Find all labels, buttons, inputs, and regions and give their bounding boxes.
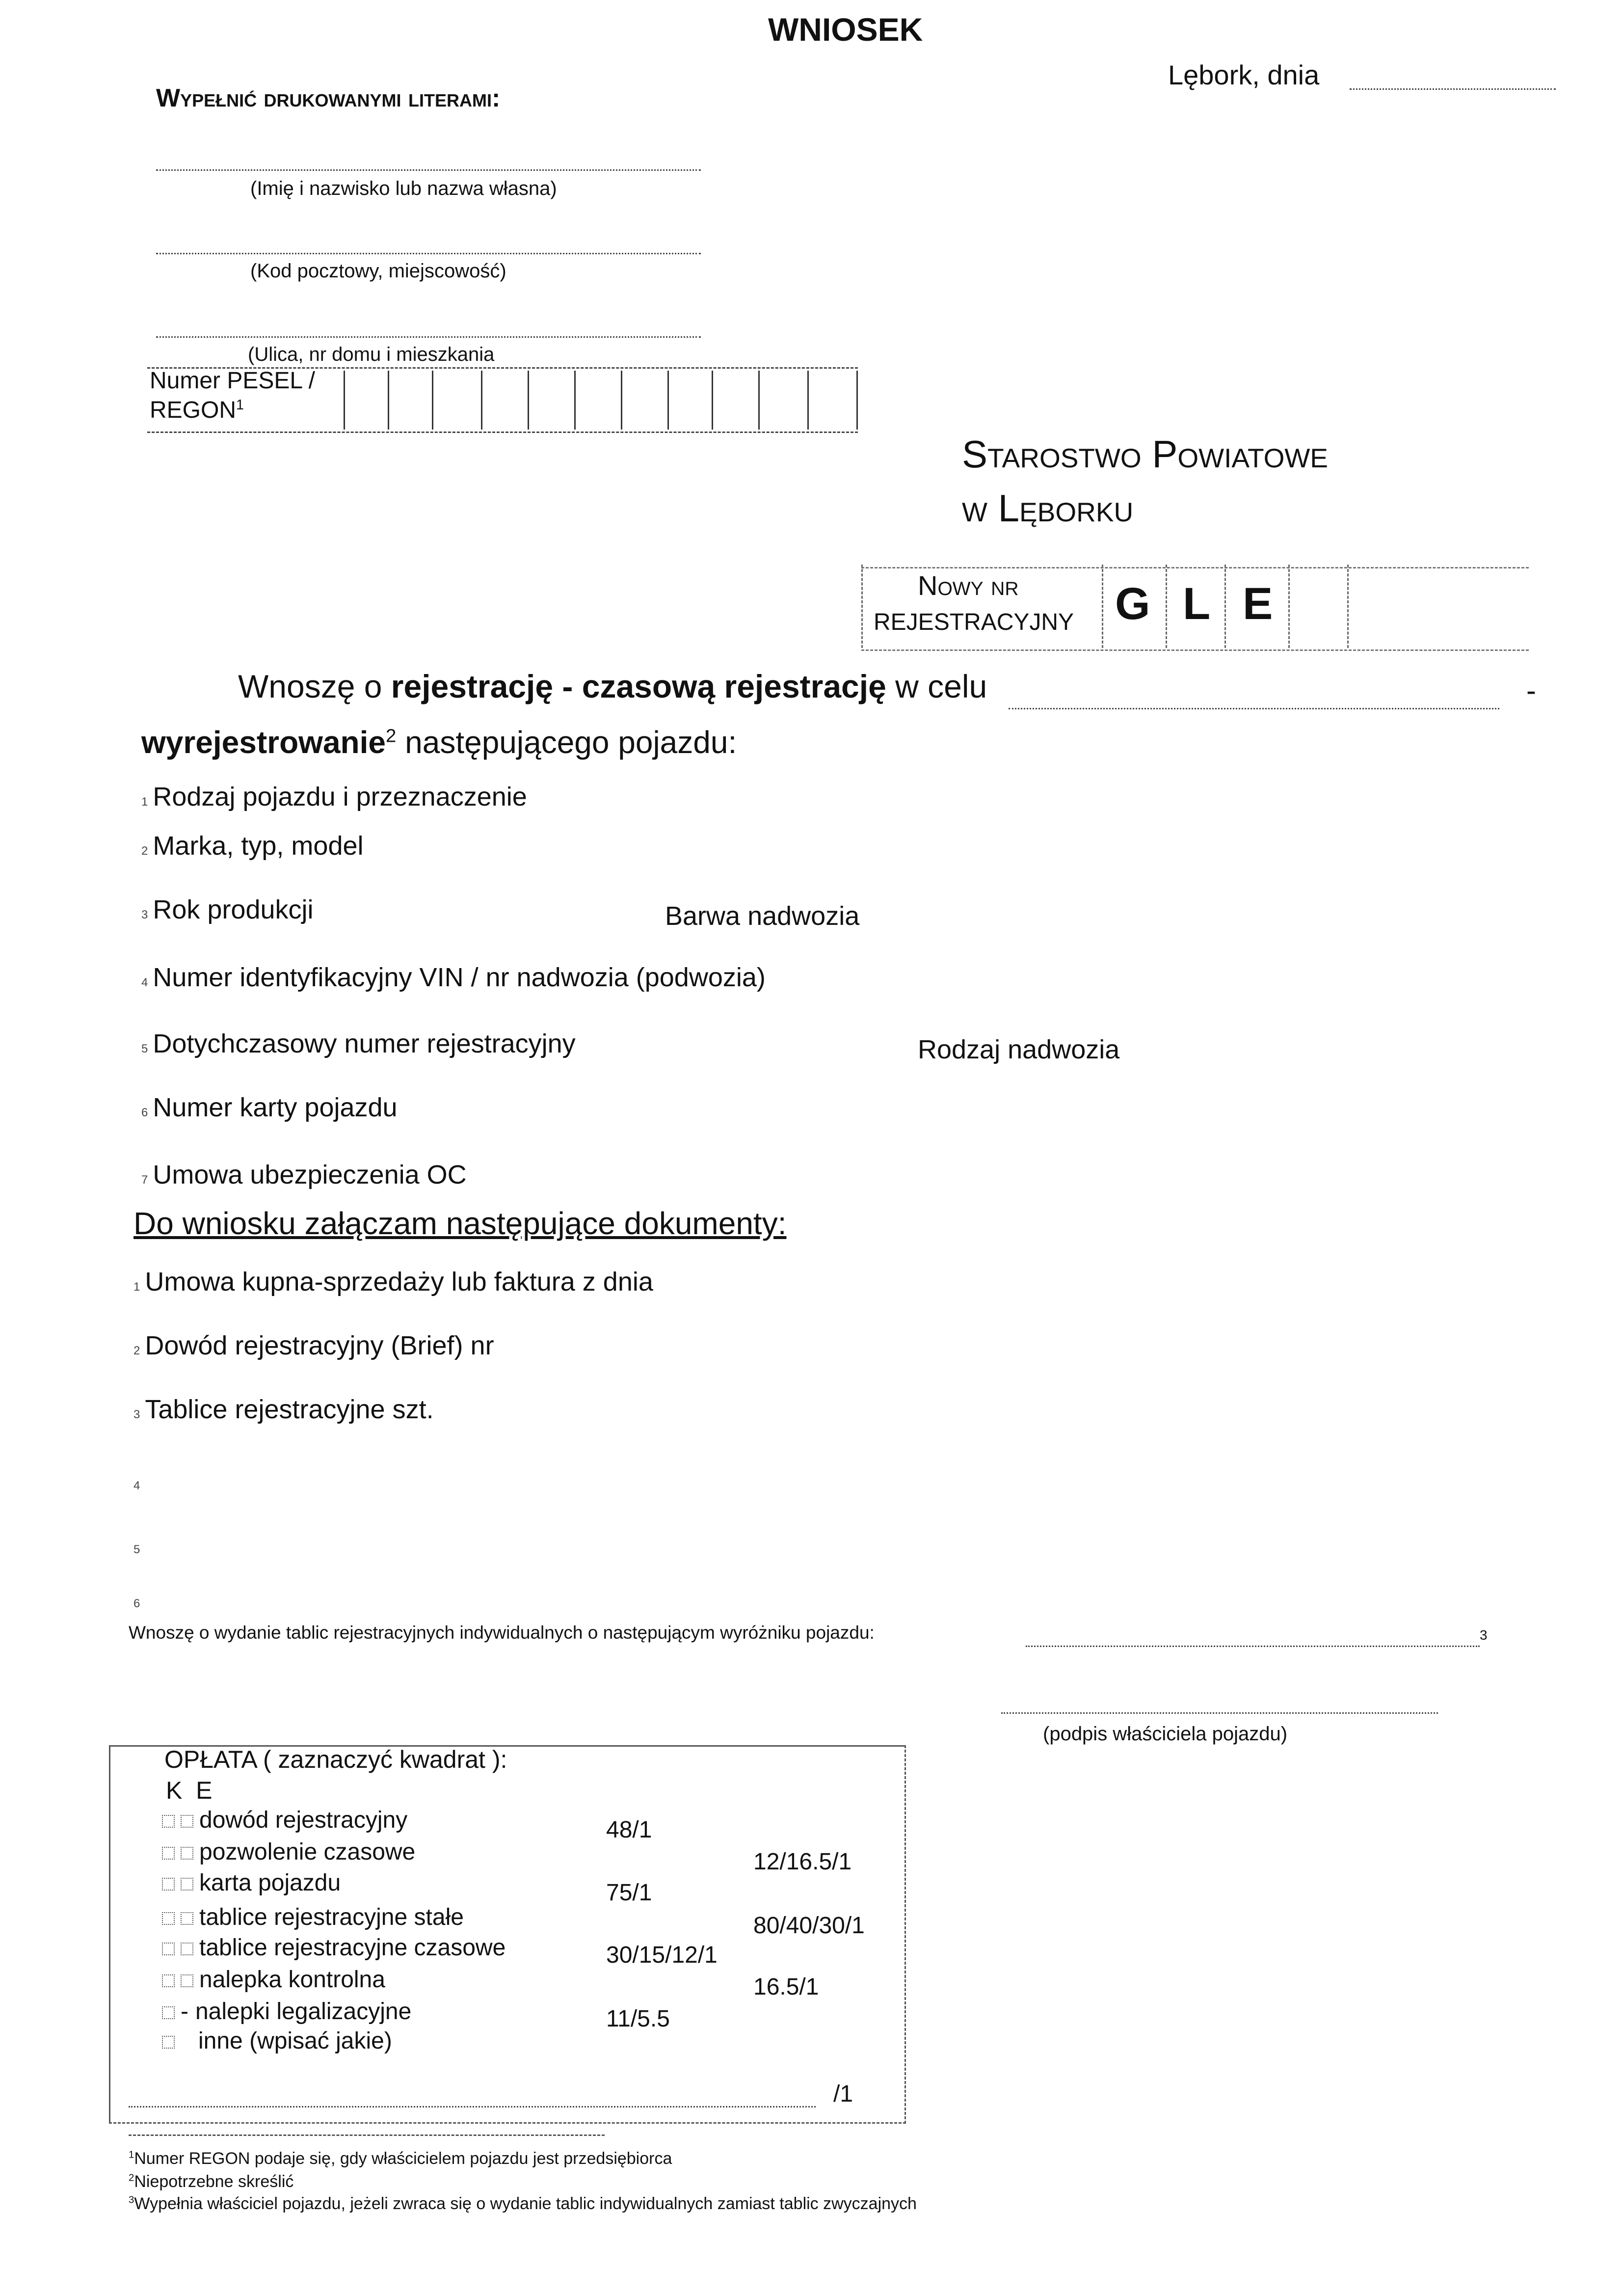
checkbox-e[interactable]: [181, 1847, 193, 1860]
individual-plates-field[interactable]: [1026, 1646, 1480, 1647]
plate-cell-divider: [1347, 565, 1349, 648]
fee-amount: 75/1: [606, 1880, 652, 1906]
fee-row-legalization-stickers[interactable]: - nalepki legalizacyjne: [162, 1998, 411, 2025]
pesel-cell-divider: [432, 371, 433, 430]
pesel-cell-divider: [621, 371, 622, 430]
fee-row-vehicle-card[interactable]: karta pojazdu: [162, 1869, 341, 1896]
new-plate-label-2: REJESTRACYJNY: [874, 609, 1074, 635]
vehicle-field-body-type: Rodzaj nadwozia: [918, 1035, 1120, 1064]
attachment-item: 6: [133, 1597, 140, 1610]
fees-title: OPŁATA ( zaznaczyć kwadrat ):: [164, 1746, 507, 1773]
street-caption: (Ulica, nr domu i mieszkania: [248, 344, 495, 365]
fee-amount: 80/40/30/1: [753, 1913, 865, 1939]
checkbox-e[interactable]: [181, 1815, 193, 1828]
new-plate-label-1: Nowy nr: [918, 570, 1019, 601]
pesel-cell-divider: [481, 371, 482, 430]
regon-label: REGON$^1$: [150, 397, 244, 423]
request-purpose-field[interactable]: [1009, 708, 1499, 709]
vehicle-field-make: 2 Marka, typ, model: [141, 831, 364, 861]
vehicle-field-insurance: 7 Umowa ubezpieczenia OC: [141, 1160, 467, 1189]
checkbox-k[interactable]: [162, 2006, 175, 2019]
checkbox-k[interactable]: [162, 1974, 175, 1987]
fee-row-control-sticker[interactable]: nalepka kontrolna: [162, 1966, 385, 1993]
fee-row-temporary-plates[interactable]: tablice rejestracyjne czasowe: [162, 1934, 506, 1961]
fee-row-registration-certificate[interactable]: dowód rejestracyjny: [162, 1807, 407, 1834]
checkbox-k[interactable]: [162, 1847, 175, 1860]
attachment-item: 1 Umowa kupna-sprzedaży lub faktura z dnia: [133, 1267, 653, 1297]
postal-caption: (Kod pocztowy, miejscowość): [250, 260, 506, 282]
fee-other-field[interactable]: [129, 2106, 816, 2107]
checkbox-k[interactable]: [162, 1815, 175, 1828]
vehicle-field-type: 1 Rodzaj pojazdu i przeznaczenie: [141, 782, 527, 811]
plate-cell-divider: [1166, 565, 1167, 648]
plate-letter-2: L: [1183, 579, 1211, 629]
footnote-2: $^2$Niepotrzebne skreślić: [129, 2172, 294, 2191]
pesel-cell-divider: [807, 371, 809, 430]
fee-amount: 48/1: [606, 1817, 652, 1843]
checkbox-e[interactable]: [181, 1912, 193, 1925]
footnote-3: $^3$Wypełnia właściciel pojazdu, jeżeli zwraca się o wydanie tablic indywidualnych zamiast tablic zwyczajnych: [129, 2194, 917, 2213]
fee-amount: 11/5.5: [606, 2006, 670, 2032]
plate-cell-divider: [861, 565, 863, 648]
attachments-heading: Do wniosku załączam następujące dokumenty:: [133, 1206, 787, 1241]
plate-cell-divider: [1224, 565, 1226, 648]
fee-amount: 30/15/12/1: [606, 1942, 718, 1968]
fee-amount: /1: [833, 2081, 853, 2107]
checkbox-e[interactable]: [181, 1943, 193, 1955]
document-title: WNIOSEK: [768, 11, 923, 48]
request-line-1: Wnoszę o rejestrację - czasową rejestrację w celu: [238, 668, 987, 704]
postal-field[interactable]: [156, 253, 701, 254]
checkbox-k[interactable]: [162, 1943, 175, 1955]
name-caption: (Imię i nazwisko lub nazwa własna): [250, 178, 557, 199]
checkbox-k[interactable]: [162, 2036, 175, 2049]
pesel-cell-divider: [758, 371, 760, 430]
request-trailing-dash: -: [1526, 674, 1536, 707]
name-field[interactable]: [156, 169, 701, 171]
plate-cell-divider: [1102, 565, 1103, 648]
fill-instruction: Wypełnić drukowanymi literami:: [156, 84, 501, 112]
attachment-item: 3 Tablice rejestracyjne szt.: [133, 1395, 434, 1424]
individual-plates-sup: 3: [1480, 1627, 1488, 1643]
pesel-cell-divider: [856, 371, 858, 430]
pesel-label: Numer PESEL /: [150, 368, 316, 394]
plate-cell-divider: [1288, 565, 1290, 648]
pesel-cell-divider: [667, 371, 669, 430]
signature-caption: (podpis właściciela pojazdu): [1043, 1723, 1288, 1745]
pesel-cell-divider: [574, 371, 576, 430]
vehicle-field-prev-reg: 5 Dotychczasowy numer rejestracyjny: [141, 1029, 576, 1058]
fee-row-other[interactable]: inne (wpisać jakie): [162, 2027, 392, 2054]
pesel-cell-divider: [528, 371, 529, 430]
checkbox-k[interactable]: [162, 1912, 175, 1925]
checkbox-e[interactable]: [181, 1974, 193, 1987]
date-field[interactable]: [1350, 88, 1556, 90]
individual-plates-text: Wnoszę o wydanie tablic rejestracyjnych indywidualnych o następującym wyróżniku pojazdu:: [129, 1622, 875, 1643]
fees-columns-label: K E: [166, 1777, 213, 1804]
street-field[interactable]: [156, 336, 701, 338]
fee-row-permanent-plates[interactable]: tablice rejestracyjne stałe: [162, 1904, 464, 1931]
attachment-item: 5: [133, 1543, 140, 1556]
date-label: Lębork, dnia: [1168, 59, 1320, 90]
pesel-cell-divider: [388, 371, 389, 430]
fee-row-temporary-permit[interactable]: pozwolenie czasowe: [162, 1838, 415, 1865]
vehicle-field-color: Barwa nadwozia: [665, 901, 860, 931]
footnote-separator: [129, 2134, 605, 2136]
pesel-cell-divider: [712, 371, 713, 430]
checkbox-e[interactable]: [181, 1878, 193, 1891]
vehicle-field-year: 3 Rok produkcji: [141, 895, 314, 924]
checkbox-k[interactable]: [162, 1878, 175, 1891]
office-name-line1: Starostwo Powiatowe: [962, 432, 1328, 476]
vehicle-field-vin: 4 Numer identyfikacyjny VIN / nr nadwozia (podwozia): [141, 963, 766, 992]
office-name-line2: w Lęborku: [962, 486, 1134, 530]
footnote-1: $^1$Numer REGON podaje się, gdy właścicielem pojazdu jest przedsiębiorca: [129, 2149, 672, 2168]
attachment-item: 2 Dowód rejestracyjny (Brief) nr: [133, 1331, 494, 1360]
plate-letter-1: G: [1115, 579, 1150, 629]
vehicle-field-card: 6 Numer karty pojazdu: [141, 1093, 398, 1122]
fee-amount: 16.5/1: [753, 1974, 819, 2000]
fee-amount: 12/16.5/1: [753, 1849, 852, 1875]
plate-letter-3: E: [1243, 579, 1273, 629]
signature-field[interactable]: [1001, 1712, 1438, 1714]
request-line-2: wyrejestrowanie$^2$ następującego pojazdu:: [141, 725, 737, 760]
attachment-item: 4: [133, 1479, 140, 1492]
pesel-cell-divider: [344, 371, 345, 430]
